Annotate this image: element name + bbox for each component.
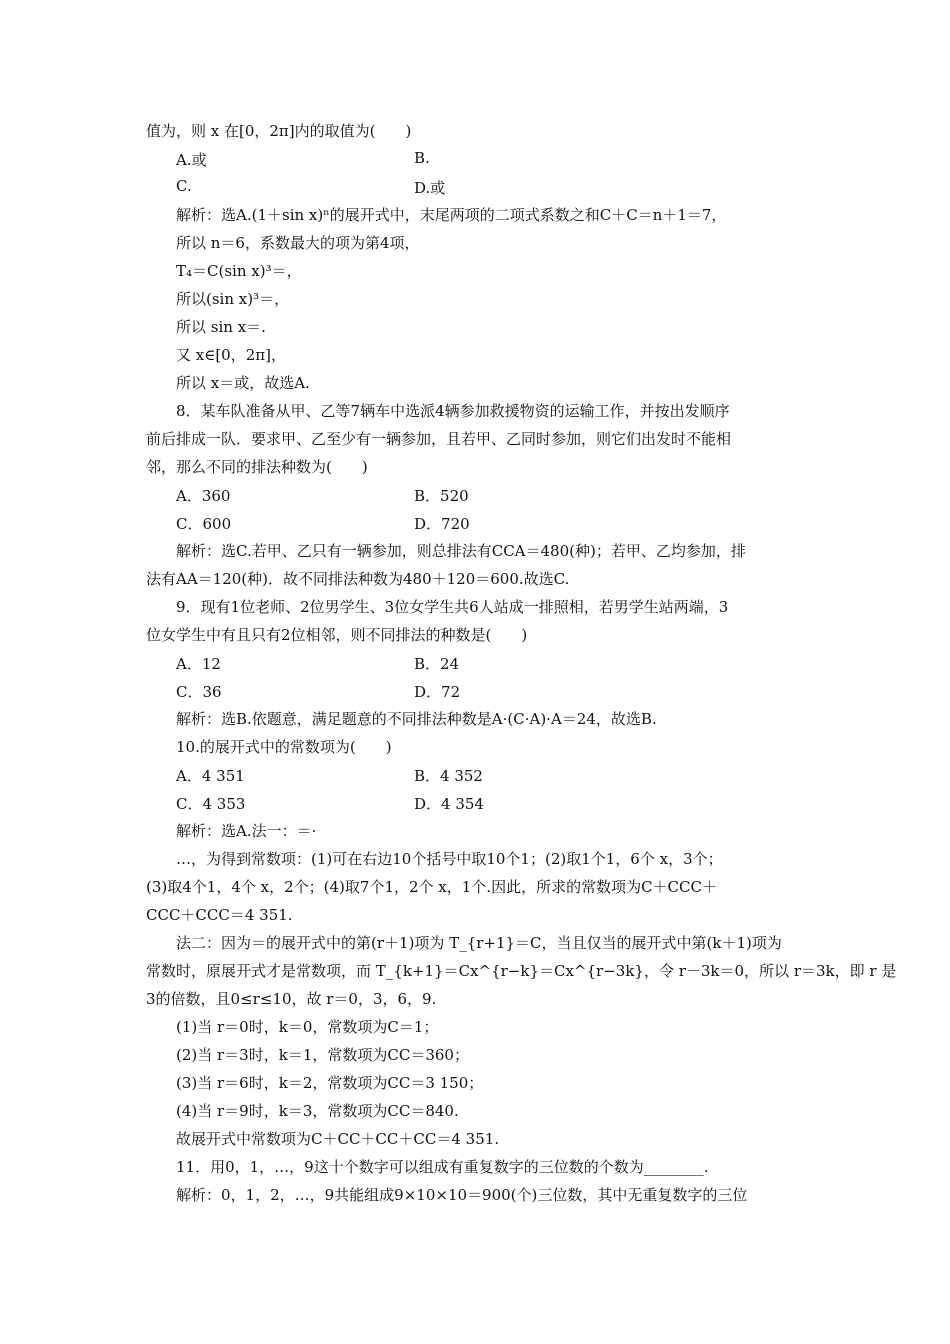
- q7-option-a: A.或: [176, 151, 207, 169]
- q10-method2-line: 常数时，原展开式才是常数项，而 T_{k+1}＝Cx^{r−k}＝Cx^{r−3k}，令 r－3k＝0，所以 r＝3k，即 r 是: [146, 962, 897, 980]
- q8-option-b: B．520: [414, 487, 469, 505]
- q10-case-line: (3)当 r＝6时，k＝2，常数项为CC＝3 150；: [176, 1074, 484, 1092]
- q10-solution-line: …，为得到常数项：(1)可在右边10个括号中取10个1；(2)取1个1，6个 x，3个；: [176, 850, 723, 868]
- q7-tail: 值为，则 x 在[0，2π]内的取值为( ): [146, 122, 412, 140]
- q9-stem: 位女学生中有且只有2位相邻，则不同排法的种数是( ): [146, 626, 528, 644]
- q10-solution-line: (3)取4个1，4个 x，2个；(4)取7个1，2个 x，1个.因此，所求的常数项为C＋CCC＋: [146, 878, 717, 896]
- q8-solution-line: 法有AA＝120(种)．故不同排法种数为480＋120＝600.故选C.: [146, 570, 570, 588]
- q10-conclusion: 故展开式中常数项为C＋CC＋CC＋CC＝4 351.: [176, 1130, 500, 1148]
- q10-option-a: A．4 351: [176, 767, 245, 785]
- q8-stem: 邻，那么不同的排法种数为( ): [146, 458, 368, 476]
- q10-method2-line: 3的倍数，且0≤r≤10，故 r＝0，3，6，9.: [146, 990, 437, 1008]
- q8-option-a: A．360: [176, 487, 231, 505]
- q9-option-c: C．36: [176, 683, 222, 701]
- q10-option-b: B．4 352: [414, 767, 483, 785]
- q9-option-d: D．72: [414, 683, 461, 701]
- q8-option-c: C．600: [176, 515, 232, 533]
- q11-stem: 11．用0，1，…，9这十个数字可以组成有重复数字的三位数的个数为________.: [176, 1158, 709, 1176]
- q8-stem: 前后排成一队．要求甲、乙至少有一辆参加，且若甲、乙同时参加，则它们出发时不能相: [146, 430, 732, 448]
- q10-case-line: (4)当 r＝9时，k＝3，常数项为CC＝840.: [176, 1102, 459, 1120]
- q10-option-d: D．4 354: [414, 795, 484, 813]
- q10-method2-line: 法二：因为＝的展开式中的第(r＋1)项为 T_{r+1}＝C，当且仅当的展开式中第(k＋1)项为: [176, 934, 782, 952]
- q7-solution-line: 解析：选A.(1＋sin x)ⁿ的展开式中，末尾两项的二项式系数之和C＋C＝n＋1＝7，: [176, 206, 727, 224]
- q7-option-b: B.: [414, 149, 430, 167]
- q11-solution-line: 解析：0，1，2，…，9共能组成9×10×10＝900(个)三位数，其中无重复数字的三位: [176, 1186, 748, 1204]
- q7-solution-line: T₄＝C(sin x)³＝，: [176, 262, 302, 280]
- q9-stem: 9．现有1位老师、2位男学生、3位女学生共6人站成一排照相，若男学生站两端，3: [176, 598, 729, 616]
- q7-solution-line: 又 x∈[0，2π]，: [176, 346, 286, 364]
- q7-solution-line: 所以(sin x)³＝，: [176, 290, 290, 308]
- q10-solution-line: CCC＋CCC＝4 351.: [146, 906, 293, 924]
- q9-option-b: B．24: [414, 655, 460, 673]
- q7-solution-line: 所以 n＝6，系数最大的项为第4项，: [176, 234, 420, 252]
- q8-stem: 8．某车队准备从甲、乙等7辆车中选派4辆参加救援物资的运输工作，并按出发顺序: [176, 402, 730, 420]
- q10-solution-line: 解析：选A.法一：＝·: [176, 822, 317, 840]
- q7-solution-line: 所以 sin x＝.: [176, 318, 266, 336]
- q7-option-d: D.或: [414, 179, 446, 197]
- q10-case-line: (2)当 r＝3时，k＝1，常数项为CC＝360；: [176, 1046, 469, 1064]
- q10-case-line: (1)当 r＝0时，k＝0，常数项为C＝1；: [176, 1018, 439, 1036]
- q8-option-d: D．720: [414, 515, 470, 533]
- q7-solution-line: 所以 x＝或，故选A.: [176, 374, 310, 392]
- q10-option-c: C．4 353: [176, 795, 246, 813]
- q9-option-a: A．12: [176, 655, 221, 673]
- q7-option-c: C.: [176, 177, 192, 195]
- q8-solution-line: 解析：选C.若甲、乙只有一辆参加，则总排法有CCA＝480(种)；若甲、乙均参加，排: [176, 542, 746, 560]
- q10-stem: 10.的展开式中的常数项为( ): [176, 738, 392, 756]
- q9-solution-line: 解析：选B.依题意，满足题意的不同排法种数是A·(C·A)·A＝24，故选B.: [176, 710, 657, 728]
